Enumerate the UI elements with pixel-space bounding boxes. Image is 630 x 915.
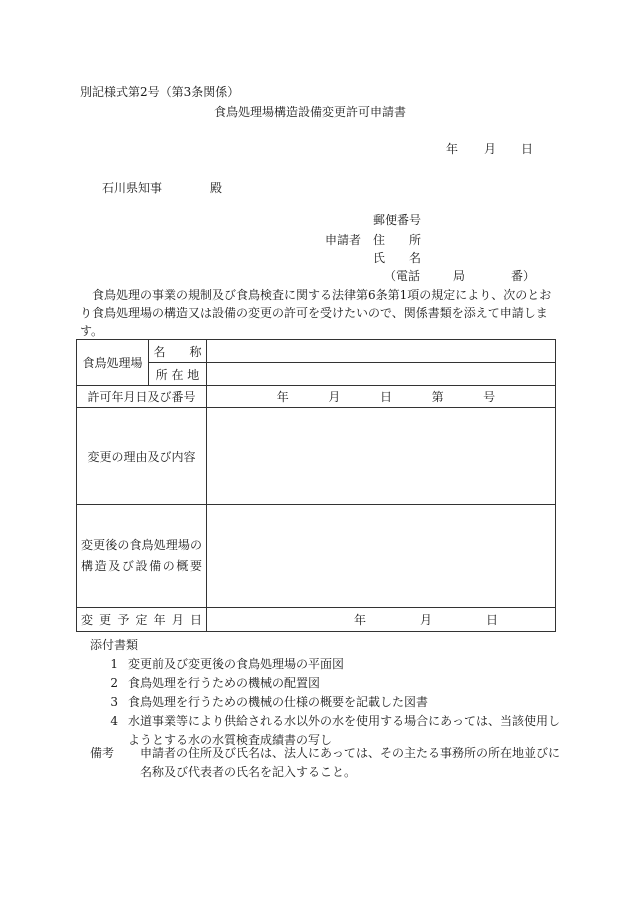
phone-label: （電話 — [384, 269, 421, 283]
attachments-section — [80, 636, 560, 750]
remarks-section — [80, 744, 560, 782]
remarks-label: 備考 — [90, 746, 115, 760]
permit-label: 許可年月日及び番号 — [77, 386, 207, 408]
permit-year: 年 — [276, 390, 289, 404]
addressee-name: 石川県知事 — [102, 181, 163, 195]
attachment-text: 変更前及び変更後の食鳥処理場の平面図 — [128, 657, 345, 671]
attachments-heading: 添付書類 — [90, 638, 139, 652]
postal-code-label: 郵便番号 — [373, 213, 422, 227]
attachment-text: 食鳥処理を行うための機械の仕様の概要を記載した図書 — [128, 695, 429, 709]
form-number: 別記様式第2号（第3条関係） — [80, 85, 240, 99]
post-change-summary-value[interactable] — [207, 505, 556, 608]
date-month: 月 — [484, 142, 497, 156]
attachment-text: 食鳥処理を行うための機械の配置図 — [128, 676, 321, 690]
table-row — [77, 386, 556, 408]
table-row — [77, 340, 556, 363]
attachment-number: 4 — [110, 714, 118, 728]
permit-number-suffix: 号 — [483, 390, 496, 404]
facility-location-value[interactable] — [207, 363, 556, 386]
scheduled-month: 月 — [419, 613, 432, 627]
table-row — [77, 408, 556, 505]
permit-number-prefix: 第 — [431, 390, 444, 404]
post-change-summary-line2: 構造及び設備の概要 — [81, 559, 202, 573]
scheduled-date-label: 変更予定年月日 — [77, 608, 207, 632]
attachment-number: 1 — [110, 657, 118, 671]
permit-month: 月 — [328, 390, 341, 404]
facility-name-label: 名 称 — [149, 340, 207, 363]
remarks-text: 申請者の住所及び氏名は、法人にあっては、その主たる事務所の所在地並びに名称及び代表者の氏名を記入すること。 — [140, 746, 560, 779]
change-reason-label: 変更の理由及び内容 — [77, 408, 207, 505]
permit-value[interactable] — [207, 386, 556, 408]
list-item — [80, 693, 560, 712]
addressee-honorific: 殿 — [210, 181, 223, 195]
table-row — [77, 363, 556, 386]
date-day: 日 — [521, 142, 534, 156]
phone-number-label: 番） — [511, 269, 536, 283]
post-change-summary-label — [77, 505, 207, 608]
attachment-number: 3 — [110, 695, 118, 709]
application-table — [76, 339, 556, 632]
scheduled-year: 年 — [353, 613, 366, 627]
scheduled-day: 日 — [485, 613, 498, 627]
table-row — [77, 608, 556, 632]
table-row — [77, 505, 556, 608]
document-title: 食鳥処理場構造設備変更許可申請書 — [213, 105, 406, 119]
facility-location-label: 所 在 地 — [149, 363, 207, 386]
list-item — [80, 655, 560, 674]
date-year: 年 — [446, 142, 459, 156]
post-change-summary-line1: 変更後の食鳥処理場の — [81, 538, 202, 552]
address-label: 住 所 — [373, 233, 422, 247]
application-statement: 食鳥処理の事業の規制及び食鳥検査に関する法律第6条第1項の規定により、次のとおり食鳥処理場の構造又は設備の変更の許可を受けたいので、関係書類を添えて申請します。 — [80, 288, 552, 338]
name-label: 氏 名 — [373, 251, 422, 265]
attachment-text: 水道事業等により供給される水以外の水を使用する場合にあっては、当該使用しようとする水の水質検査成績書の写し — [128, 714, 560, 747]
permit-day: 日 — [379, 390, 392, 404]
list-item — [80, 674, 560, 693]
change-reason-value[interactable] — [207, 408, 556, 505]
facility-name-value[interactable] — [207, 340, 556, 363]
facility-label: 食鳥処理場 — [77, 340, 149, 386]
attachment-number: 2 — [110, 676, 118, 690]
applicant-role: 申請者 — [325, 233, 362, 247]
scheduled-date-value[interactable] — [207, 608, 556, 632]
phone-office-label: 局 — [453, 269, 466, 283]
